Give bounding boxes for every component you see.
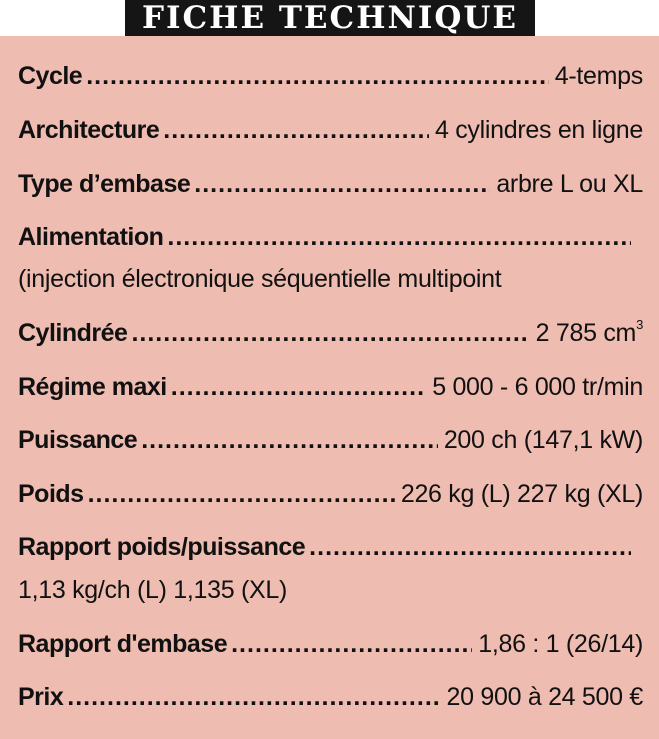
dot-leader — [167, 223, 631, 252]
spec-label: Cylindrée — [18, 319, 128, 347]
dot-leader — [163, 116, 429, 145]
spec-row-cycle — [18, 62, 643, 94]
spec-value: 200 ch (147,1 kW) — [443, 426, 643, 454]
spec-label: Type d’embase — [18, 170, 191, 198]
dot-leader — [86, 62, 549, 91]
spec-value: arbre L ou XL — [496, 170, 643, 198]
dot-leader — [231, 630, 472, 659]
dot-leader — [171, 373, 426, 402]
spec-value: 5 000 - 6 000 tr/min — [432, 373, 643, 401]
dot-leader — [194, 170, 490, 199]
spec-row-rapport-embase — [18, 630, 643, 662]
spec-value: 4-temps — [554, 62, 643, 90]
spec-value: 4 cylindres en ligne — [434, 116, 643, 144]
spec-label: Prix — [18, 683, 64, 711]
dot-leader — [309, 533, 631, 562]
dot-leader — [131, 319, 529, 348]
spec-label: Architecture — [18, 116, 160, 144]
spec-label: Cycle — [18, 62, 83, 90]
spec-label: Régime maxi — [18, 373, 167, 401]
spec-row-cylindree — [18, 319, 643, 351]
spec-panel — [0, 36, 659, 739]
spec-row-poids — [18, 480, 643, 512]
spec-value: 1,86 : 1 (26/14) — [478, 630, 643, 658]
spec-label: Poids — [18, 480, 84, 508]
superscript: 3 — [636, 317, 643, 332]
dot-leader — [88, 480, 395, 509]
spec-value-rapport-poids-puissance: 1,13 kg/ch (L) 1,135 (XL) — [18, 576, 288, 604]
spec-value: 20 900 à 24 500 € — [446, 683, 643, 711]
spec-row-regime-maxi — [18, 373, 643, 405]
spec-label: Puissance — [18, 426, 138, 454]
dot-leader — [67, 683, 440, 712]
spec-value: 226 kg (L) 227 kg (XL) — [400, 480, 643, 508]
sheet-title: FICHE TECHNIQUE — [125, 0, 535, 36]
spec-row-prix — [18, 683, 643, 715]
spec-label: Rapport d'embase — [18, 630, 228, 658]
spec-value-alimentation: (injection électronique séquentielle multipoint — [18, 265, 502, 293]
spec-value: 2 785 $cm^3$ — [535, 317, 643, 347]
spec-label: Rapport poids/puissance — [18, 533, 306, 561]
spec-row-architecture — [18, 116, 643, 148]
dot-leader — [141, 426, 438, 455]
spec-row-alimentation — [18, 223, 637, 255]
spec-row-type-embase — [18, 170, 643, 202]
spec-label: Alimentation — [18, 223, 164, 251]
spec-row-puissance — [18, 426, 643, 458]
spec-row-rapport-poids-puissance — [18, 533, 637, 565]
title-bar — [0, 0, 659, 36]
